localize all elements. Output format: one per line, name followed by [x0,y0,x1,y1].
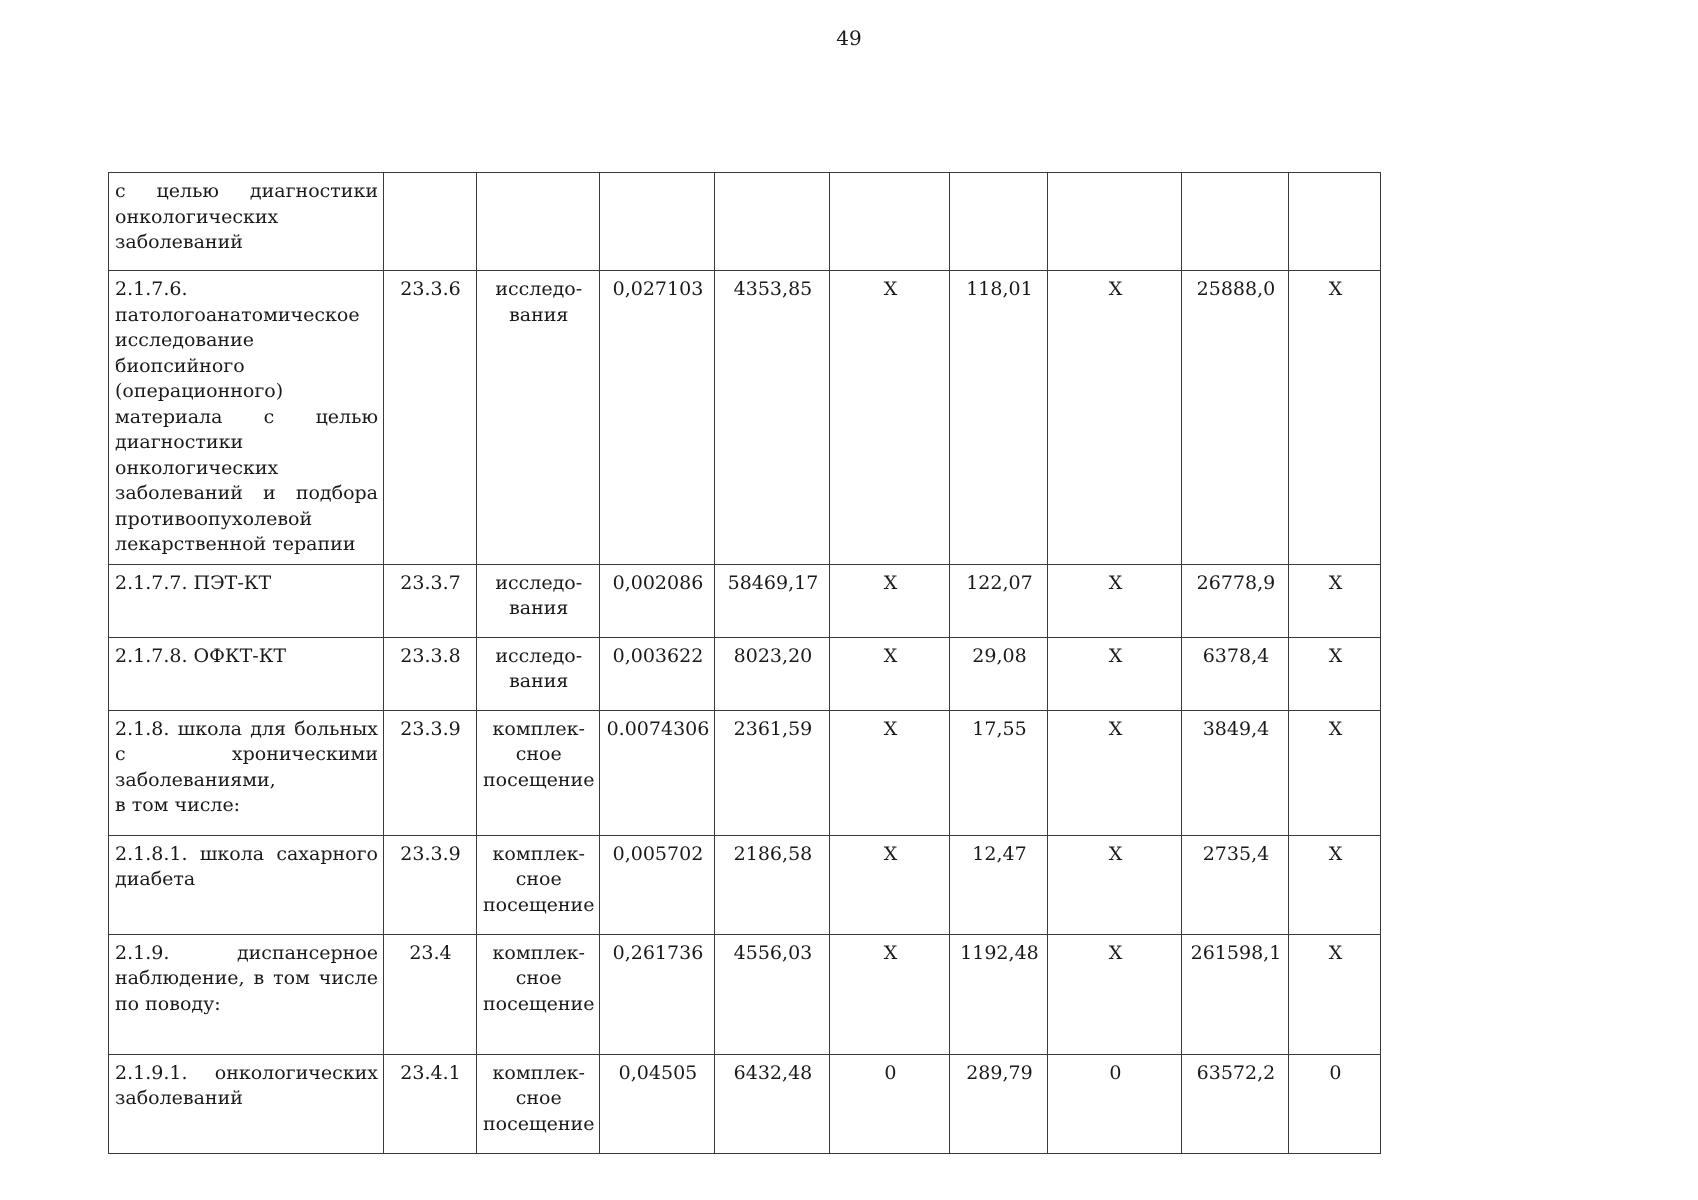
code-cell: 23.3.7 [384,564,477,637]
value-cell [830,173,950,271]
table-row [109,271,1381,565]
unit-cell [477,173,600,271]
value-cell: 0 [830,1054,950,1153]
code-cell: 23.3.9 [384,835,477,934]
value-cell: Х [1289,934,1381,1054]
value-cell: 289,79 [950,1054,1048,1153]
value-cell: 0,027103 [600,271,715,565]
value-cell [1048,173,1182,271]
page-number: 49 [836,26,862,50]
code-cell: 23.3.8 [384,637,477,710]
value-cell: 1192,48 [950,934,1048,1054]
value-cell: 4353,85 [715,271,830,565]
value-cell: Х [1048,934,1182,1054]
value-cell: 29,08 [950,637,1048,710]
value-cell: 261598,1 [1182,934,1289,1054]
unit-cell: комплек- сное посещение [477,1054,600,1153]
value-cell: 26778,9 [1182,564,1289,637]
data-table [108,172,1381,1154]
value-cell: 2186,58 [715,835,830,934]
value-cell: Х [1289,271,1381,565]
value-cell [1289,173,1381,271]
value-cell: 0.0074306 [600,710,715,835]
unit-cell: комплек- сное посещение [477,835,600,934]
value-cell: 0,261736 [600,934,715,1054]
value-cell [1182,173,1289,271]
value-cell: 0,005702 [600,835,715,934]
value-cell: 2361,59 [715,710,830,835]
value-cell: 58469,17 [715,564,830,637]
value-cell [950,173,1048,271]
table-row [109,934,1381,1054]
value-cell: 17,55 [950,710,1048,835]
value-cell: 0,002086 [600,564,715,637]
table-row [109,710,1381,835]
value-cell: 118,01 [950,271,1048,565]
value-cell: Х [1289,564,1381,637]
value-cell: 3849,4 [1182,710,1289,835]
value-cell: 0,04505 [600,1054,715,1153]
value-cell: 4556,03 [715,934,830,1054]
row-name-cell: 2.1.7.7. ПЭТ-КТ [109,564,384,637]
code-cell: 23.4.1 [384,1054,477,1153]
value-cell: Х [830,934,950,1054]
value-cell: 6432,48 [715,1054,830,1153]
unit-cell: комплек- сное посещение [477,710,600,835]
code-cell: 23.3.9 [384,710,477,835]
table-row [109,564,1381,637]
value-cell: Х [1048,564,1182,637]
row-name-cell: 2.1.8.1. школа сахарного диабета [109,835,384,934]
table-row [109,835,1381,934]
value-cell: Х [830,835,950,934]
value-cell: 0,003622 [600,637,715,710]
value-cell: Х [1048,835,1182,934]
value-cell: 25888,0 [1182,271,1289,565]
value-cell: Х [1289,835,1381,934]
value-cell [715,173,830,271]
value-cell: Х [1048,271,1182,565]
table-row [109,173,1381,271]
value-cell: 0 [1048,1054,1182,1153]
unit-cell: комплек- сное посещение [477,934,600,1054]
value-cell: 12,47 [950,835,1048,934]
unit-cell: исследо- вания [477,271,600,565]
value-cell: Х [1048,637,1182,710]
value-cell: 6378,4 [1182,637,1289,710]
value-cell: 8023,20 [715,637,830,710]
value-cell: Х [830,637,950,710]
value-cell: 122,07 [950,564,1048,637]
code-cell: 23.4 [384,934,477,1054]
row-name-cell: 2.1.8. школа для больных с хроническими заболеваниями, в том числе: [109,710,384,835]
value-cell [600,173,715,271]
value-cell: Х [830,710,950,835]
code-cell: 23.3.6 [384,271,477,565]
value-cell: Х [1289,637,1381,710]
table-row [109,1054,1381,1153]
value-cell: Х [830,564,950,637]
value-cell: Х [1289,710,1381,835]
unit-cell: исследо- вания [477,564,600,637]
row-name-cell: 2.1.7.6. патологоанатомическое исследование биопсийного (операционного) материала с целью диагностики онкологических заболеваний и подбора противоопухолевой лекарственной терапии [109,271,384,565]
unit-cell: исследо- вания [477,637,600,710]
value-cell: 0 [1289,1054,1381,1153]
row-name-cell: 2.1.9. диспансерное наблюдение, в том числе по поводу: [109,934,384,1054]
row-name-cell: с целью диагностики онкологических заболеваний [109,173,384,271]
row-name-cell: 2.1.7.8. ОФКТ-КТ [109,637,384,710]
code-cell [384,173,477,271]
value-cell: Х [830,271,950,565]
table-row [109,637,1381,710]
value-cell: Х [1048,710,1182,835]
value-cell: 63572,2 [1182,1054,1289,1153]
row-name-cell: 2.1.9.1. онкологических заболеваний [109,1054,384,1153]
value-cell: 2735,4 [1182,835,1289,934]
